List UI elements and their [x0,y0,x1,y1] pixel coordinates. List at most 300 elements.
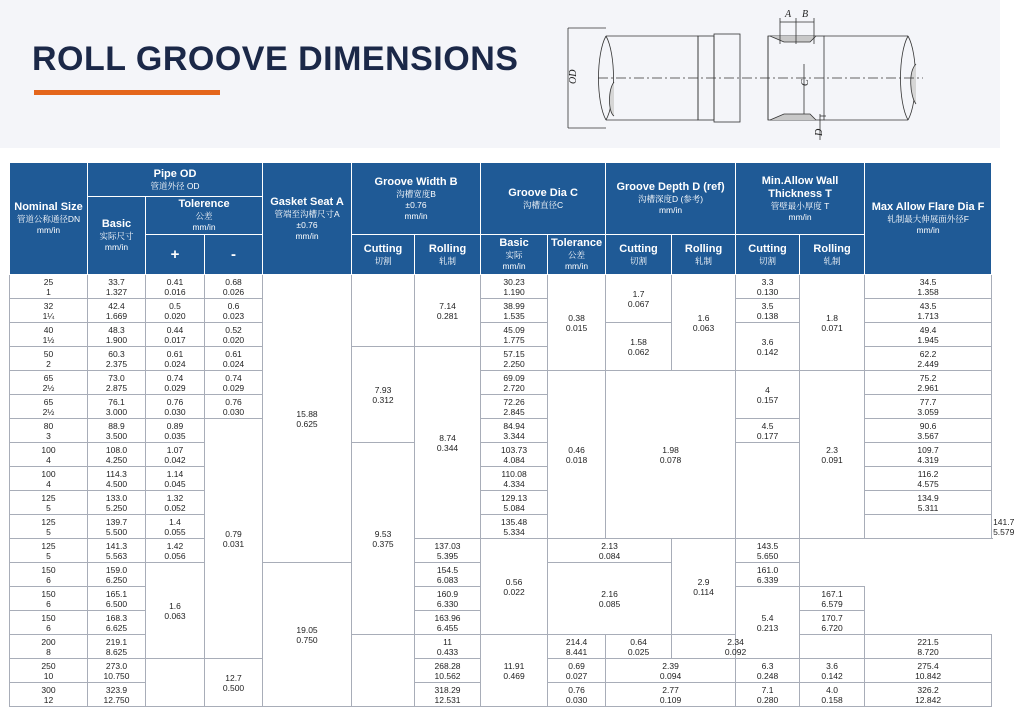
cell-tplus [146,539,205,563]
cell-gw-cut [352,443,415,635]
value-mm: 2.77 [662,685,679,695]
value-in: 0.344 [436,443,459,453]
cell-gd-basic [481,323,548,347]
value-in: 0.091 [821,455,843,465]
value-mm: 0.76 [166,397,184,407]
header-wall-cutting: Cutting 切割 [736,235,800,275]
value-in: 3.567 [917,431,939,441]
cell-tplus [146,395,205,419]
value-in: 6.330 [436,599,459,609]
value-mm: 167.1 [821,589,843,599]
value-in: 4.084 [503,455,525,465]
value-mm: 4 [765,385,770,395]
value-in: 6.625 [105,623,128,633]
value-in: 0.109 [659,695,682,705]
cell-wall-cut [736,419,800,443]
value-mm: 2.9 [697,577,710,587]
cell-gd-tol [481,539,548,635]
value-mm: 32 [43,301,54,311]
cell-gw-cut [352,347,415,443]
value-in: 6.339 [756,575,779,585]
value-in: 0.158 [821,695,843,705]
value-in: 8.625 [105,647,128,657]
value-mm: 160.9 [436,589,459,599]
value-in: 0.067 [627,299,650,309]
cell-tplus [146,275,205,299]
value-mm: 219.1 [105,637,128,647]
value-in: 8.720 [917,647,939,657]
value-in: 1.713 [917,311,939,321]
value-mm: 125 [41,541,56,551]
value-in: 4.319 [917,455,939,465]
cell-flare [865,299,992,323]
cell-nominal [10,587,88,611]
value-in: 0.177 [756,431,779,441]
value-in: 0.030 [222,407,245,417]
value-in: 0.024 [222,359,245,369]
cell-od [88,683,146,707]
cell-gd-basic [481,419,548,443]
value-in: 5.500 [105,527,128,537]
value-mm: 30.23 [503,277,525,287]
value-in: 0.016 [164,287,186,297]
title-underline [34,90,220,95]
value-mm: 73.0 [108,373,125,383]
value-mm: 80 [43,421,54,431]
value-mm: 221.5 [917,637,939,647]
header-gw-cutting: Cutting 切割 [352,235,415,275]
value-mm: 88.9 [108,421,125,431]
value-mm: 163.96 [434,613,461,623]
value-in: 5.395 [436,551,459,561]
value-mm: 2.39 [662,661,679,671]
header-depth-rolling: Rolling 轧制 [672,235,736,275]
cell-flare [865,443,992,467]
value-mm: 273.0 [105,661,128,671]
value-in: 0.022 [503,587,525,597]
value-in: 4.334 [503,479,525,489]
value-mm: 65 [43,373,54,383]
cell-tplus [146,659,205,707]
value-mm: 0.68 [225,277,242,287]
value-mm: 7.1 [761,685,774,695]
value-in: 8 [46,647,51,657]
value-mm: 125 [41,517,56,527]
cell-tplus [146,299,205,323]
value-in: 12.531 [434,695,461,705]
value-mm: 84.94 [503,421,525,431]
value-mm: 1.58 [630,337,647,347]
value-in: 4 [46,455,51,465]
value-mm: 11 [443,637,452,647]
value-in: 5 [46,551,51,561]
value-mm: 77.7 [919,397,937,407]
value-in: 6.500 [105,599,128,609]
value-in: 2.961 [917,383,939,393]
value-in: 0.433 [436,647,459,657]
value-mm: 170.7 [821,613,843,623]
value-mm: 214.4 [565,637,588,647]
value-in: 12 [43,695,54,705]
cell-wall-roll [800,683,865,707]
value-in: 1¼ [42,311,55,321]
cell-od [88,587,146,611]
value-mm: 139.7 [105,517,128,527]
cell-depth-both [548,563,672,635]
value-mm: 326.2 [917,685,939,695]
cell-wall-roll [800,371,865,539]
header-max-flare: Max Allow Flare Dia F 轧制最大伸展面外径F mm/in [865,163,992,275]
cell-depth-cut [606,323,672,371]
cell-tplus [146,371,205,395]
cell-gd-basic [481,299,548,323]
cell-flare [865,275,992,299]
cell-gd-basic [415,587,481,611]
cell-gd-basic [415,659,481,683]
value-in: 5.563 [105,551,128,561]
value-in: 0.138 [756,311,779,321]
value-in: 3.000 [105,407,128,417]
value-in: 0.029 [222,383,245,393]
value-mm: 0.38 [568,313,585,323]
table-body [10,275,1014,707]
header-gw-rolling: Rolling 轧制 [415,235,481,275]
pipe-groove-diagram [558,4,988,144]
value-in: 0.071 [821,323,843,333]
header-groove-dia: Groove Dia C 沟槽直径C [481,163,606,235]
value-mm: 1.07 [166,445,184,455]
value-in: 4.575 [917,479,939,489]
value-in: 0.114 [693,587,714,597]
value-in: 0.213 [756,623,779,633]
value-mm: 116.2 [917,469,939,479]
value-mm: 0.56 [505,577,523,587]
cell-flare [736,539,800,563]
value-mm: 3.3 [761,277,774,287]
cell-od [88,539,146,563]
cell-nominal [10,419,88,443]
cell-od [88,611,146,635]
cell-flare [736,563,800,587]
value-mm: 65 [43,397,54,407]
value-in: 1.358 [917,287,939,297]
cell-gasket [263,275,352,563]
value-mm: 154.5 [436,565,459,575]
cell-flare [865,635,992,659]
cell-tminus [205,419,263,659]
value-in: 2½ [42,383,55,393]
value-in: 0.052 [164,503,186,513]
value-in: 0.015 [565,323,588,333]
value-in: 6.083 [436,575,459,585]
value-mm: 129.13 [501,493,528,503]
value-in: 4.500 [105,479,128,489]
value-in: 5 [46,503,51,513]
value-mm: 141.3 [105,541,128,551]
cell-depth-roll [672,275,736,371]
value-in: 0.020 [164,311,186,321]
value-in: 0.045 [164,479,186,489]
value-mm: 2.34 [727,637,744,647]
cell-od [88,467,146,491]
cell-nominal [10,323,88,347]
table-row [10,275,992,299]
header-groove-width: Groove Width B 沟槽宽度B ±0.76 mm/in [352,163,481,235]
value-mm: 150 [41,565,56,575]
value-mm: 150 [41,589,56,599]
value-mm: 7.93 [374,385,392,395]
value-in: 0.375 [372,539,394,549]
header-gd-basic: Basic 实际 mm/in [481,235,548,275]
header-tol-plus: + [146,235,205,275]
cell-flare [865,371,992,395]
diagram-label-a: A [785,9,792,20]
cell-nominal [10,299,88,323]
cell-tplus [146,419,205,443]
cell-od [88,275,146,299]
cell-od [88,323,146,347]
cell-gd-tol [548,371,606,539]
value-mm: 143.5 [756,541,779,551]
value-in: 5.334 [503,527,525,537]
value-mm: 161.0 [756,565,779,575]
cell-gd-basic [481,491,548,515]
value-mm: 43.5 [919,301,937,311]
value-in: 12.750 [103,695,130,705]
value-in: 5.250 [105,503,128,513]
value-mm: 6.3 [761,661,774,671]
value-in: 1.535 [503,311,525,321]
value-in: 6.455 [436,623,459,633]
value-mm: 114.3 [106,469,127,479]
value-mm: 4.5 [761,421,774,431]
value-in: 0.031 [222,539,245,549]
cell-depth-both [548,539,672,563]
value-in: 10.842 [915,671,942,681]
value-mm: 103.73 [501,445,528,455]
cell-gw-cut [205,659,263,707]
cell-tminus [205,323,263,347]
value-in: 10 [43,671,54,681]
cell-flare [865,395,992,419]
value-in: 8.441 [565,647,588,657]
cell-nominal [10,347,88,371]
value-mm: 62.2 [919,349,937,359]
value-in: 3 [46,431,51,441]
cell-wall-cut [736,371,800,419]
value-mm: 2.13 [601,541,618,551]
cell-wall-cut [736,683,800,707]
cell-wall-roll [672,539,736,635]
value-mm: 12.7 [225,673,242,683]
cell-wall-cut [736,443,800,539]
value-in: 0.062 [627,347,650,357]
value-in: 0.017 [164,335,186,345]
value-mm: 0.64 [630,637,647,647]
value-in: 1.900 [105,335,128,345]
header-groove-depth: Groove Depth D (ref) 沟槽深度D (参考) mm/in [606,163,736,235]
value-in: 0.500 [222,683,245,693]
value-mm: 25 [43,277,54,287]
value-in: 0.030 [565,695,588,705]
cell-nominal [10,515,88,539]
value-mm: 0.74 [166,373,184,383]
header-nominal-size: Nominal Size 管道公称通径DN mm/in [10,163,88,275]
cell-tminus [205,371,263,395]
value-in: 2 [46,359,51,369]
value-in: 0.142 [756,347,779,357]
header-gd-tolerance: Tolerance 公差 mm/in [548,235,606,275]
value-mm: 133.0 [105,493,128,503]
roll-groove-table [9,162,1014,707]
cell-gd-tol [548,275,606,371]
value-in: 0.280 [756,695,779,705]
value-in: 0.130 [756,287,779,297]
value-in: 0.025 [627,647,650,657]
diagram-label-c: C [800,79,811,86]
value-in: 2½ [42,407,55,417]
cell-depth-cut [606,275,672,323]
value-mm: 318.29 [434,685,461,695]
cell-gd-tol [606,635,672,659]
cell-od [88,515,146,539]
value-mm: 3.5 [761,301,774,311]
value-in: 6 [46,575,51,585]
value-in: 5 [46,527,51,537]
value-in: 0.020 [222,335,245,345]
cell-gw-roll [415,275,481,347]
value-mm: 42.4 [108,301,125,311]
value-mm: 135.48 [501,517,528,527]
value-mm: 3.6 [761,337,774,347]
cell-nominal [10,635,88,659]
value-mm: 1.7 [632,289,645,299]
value-mm: 1.42 [166,541,184,551]
value-mm: 33.7 [108,277,125,287]
cell-depth-both [606,371,736,539]
value-in: 0.063 [692,323,715,333]
value-mm: 72.26 [503,397,525,407]
value-mm: 0.61 [225,349,242,359]
value-in: 0.750 [296,635,318,645]
value-in: 3.344 [503,431,525,441]
value-mm: 0.61 [166,349,184,359]
value-in: 0.030 [164,407,186,417]
value-in: 5.311 [917,503,939,513]
diagram-label-d: D [814,128,825,136]
value-mm: 60.3 [108,349,125,359]
value-mm: 1.8 [826,313,838,323]
value-mm: 0.76 [225,397,242,407]
value-in: 0.085 [598,599,621,609]
header-gasket-seat: Gasket Seat A 管端至沟槽尺寸A ±0.76 mm/in [263,163,352,275]
value-in: 0.027 [565,671,588,681]
cell-gd-basic [481,395,548,419]
value-mm: 1.6 [697,313,710,323]
value-mm: 40 [43,325,54,335]
value-in: 0.063 [164,611,186,621]
value-in: 5.650 [756,551,779,561]
value-in: 0.092 [724,647,747,657]
cell-gd-basic [481,371,548,395]
diagram-label-b: B [802,9,809,20]
value-in: 0.018 [565,455,588,465]
table-row [10,371,992,395]
cell-nominal [10,491,88,515]
value-mm: 0.6 [227,301,240,311]
cell-tplus [146,347,205,371]
cell-gd-basic [415,563,481,587]
value-mm: 76.1 [108,397,125,407]
cell-gd-basic [415,539,481,563]
value-mm: 150 [41,613,56,623]
value-mm: 48.3 [108,325,125,335]
value-mm: 90.6 [919,421,937,431]
cell-od [88,563,146,587]
cell-tminus [205,347,263,371]
value-mm: 0.41 [166,277,184,287]
cell-nominal [10,275,88,299]
value-in: 6.250 [105,575,128,585]
value-mm: 0.5 [169,301,181,311]
cell-gd-basic [415,611,481,635]
cell-flare [865,467,992,491]
value-mm: 200 [41,637,56,647]
value-mm: 250 [41,661,56,671]
value-mm: 15.88 [296,409,318,419]
value-in: 1.775 [503,335,525,345]
cell-od [88,443,146,467]
value-mm: 75.2 [919,373,937,383]
value-mm: 0.89 [166,421,184,431]
value-mm: 125 [41,493,56,503]
cell-tminus [205,275,263,299]
value-mm: 9.53 [374,529,392,539]
header-depth-cutting: Cutting 切割 [606,235,672,275]
value-mm: 8.74 [439,433,456,443]
cell-flare [865,659,992,683]
cell-nominal [10,611,88,635]
cell-flare [865,419,992,443]
value-in: 6.720 [821,623,843,633]
value-in: 5.084 [503,503,525,513]
header-pipe-od: Pipe OD 管道外径 OD [88,163,263,197]
value-in: 2.845 [503,407,525,417]
value-in: 4.250 [105,455,128,465]
cell-tplus [146,515,205,539]
value-in: 0.469 [503,671,525,681]
cell-od [88,347,146,371]
value-mm: 0.44 [166,325,184,335]
value-in: 12.842 [915,695,942,705]
value-in: 2.720 [503,383,525,393]
cell-nominal [10,539,88,563]
cell-od [88,491,146,515]
value-mm: 1.98 [662,445,679,455]
cell-od [88,395,146,419]
value-mm: 137.03 [434,541,461,551]
value-in: 10.562 [434,671,461,681]
value-in: 6 [46,599,51,609]
value-mm: 4.0 [826,685,838,695]
table-row [10,539,992,563]
cell-depth-both [606,659,736,683]
value-in: 0.157 [756,395,779,405]
value-mm: 275.4 [917,661,939,671]
header-band [0,0,1000,148]
value-in: 6 [46,623,51,633]
cell-nominal [10,659,88,683]
